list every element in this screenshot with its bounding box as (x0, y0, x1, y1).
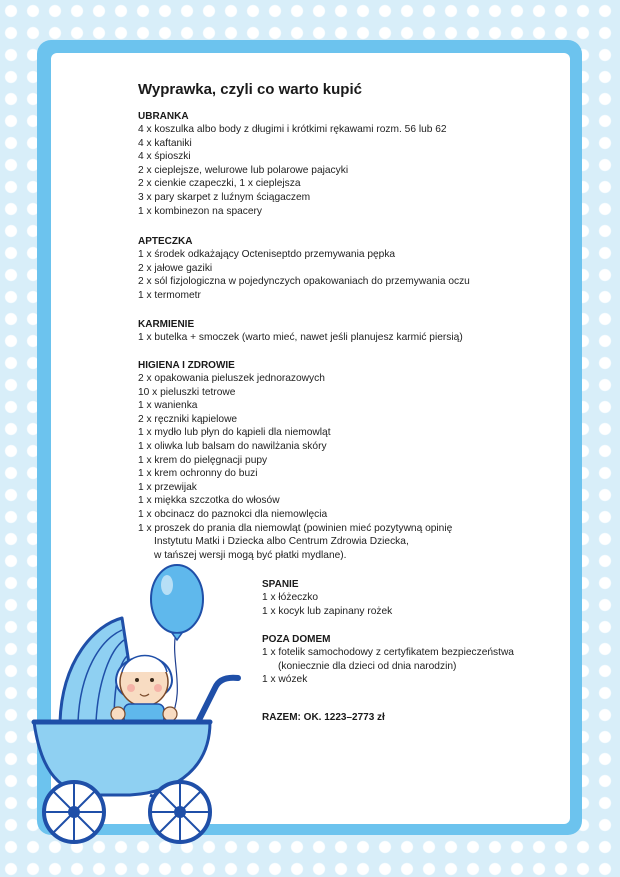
list-item: 1 x oliwka lub balsam do nawilżania skóry (138, 440, 327, 452)
list-item: (koniecznie dla dzieci od dnia narodzin) (278, 660, 457, 672)
list-item: Instytutu Matki i Dziecka albo Centrum Zdrowia Dziecka, (154, 536, 409, 548)
list-item: 4 x śpioszki (138, 151, 191, 163)
list-item: 4 x koszulka albo body z długimi i krótkimi rękawami rozm. 56 lub 62 (138, 124, 447, 135)
list-item: 2 x ręczniki kąpielowe (138, 413, 238, 425)
list-item: 2 x cieplejsze, welurowe lub polarowe pajacyki (138, 164, 349, 176)
list-item: 1 x proszek do prania dla niemowląt (powinien mieć pozytywną opinię (138, 522, 453, 534)
list-item: 1 x butelka + smoczek (warto mieć, nawet jeśli planujesz karmić piersią) (138, 332, 463, 343)
list-item: 3 x pary skarpet z luźnym ściągaczem (138, 191, 311, 203)
list-item: 1 x przewijak (138, 481, 197, 493)
list-item: 1 x termometr (138, 289, 201, 301)
section-heading: HIGIENA I ZDROWIE (138, 360, 235, 371)
list-item: 1 x kocyk lub zapinany rożek (262, 605, 393, 617)
section-heading: UBRANKA (138, 111, 189, 122)
list-item: 1 x krem do pielęgnacji pupy (138, 454, 268, 466)
list-item: 10 x pieluszki tetrowe (138, 386, 236, 398)
list-item: 2 x opakowania pieluszek jednorazowych (138, 373, 325, 384)
wheel-icon (150, 782, 210, 842)
list-item: 2 x sól fizjologiczna w pojedynczych opakowaniach do przemywania oczu (138, 276, 470, 288)
total-cost: RAZEM: OK. 1223–2773 zł (262, 712, 385, 723)
list-item: 1 x mydło lub płyn do kąpieli dla niemowląt (138, 427, 331, 439)
section-heading: APTECZKA (138, 236, 193, 247)
list-item: 1 x środek odkażający Octeniseptdo przemywania pępka (138, 249, 396, 260)
list-item: 2 x cienkie czapeczki, 1 x cieplejsza (138, 178, 301, 190)
list-item: 1 x wanienka (138, 400, 198, 412)
list-item: 1 x wózek (262, 674, 308, 686)
baby-icon (111, 656, 177, 725)
list-item: 1 x miękka szczotka do włosów (138, 495, 280, 507)
section-heading: SPANIE (262, 579, 299, 590)
document-title: Wyprawka, czyli co warto kupić (138, 81, 362, 98)
list-item: w tańszej wersji mogą być płatki mydlane). (154, 549, 347, 561)
section-heading: KARMIENIE (138, 319, 195, 330)
list-item: 4 x kaftaniki (138, 137, 192, 149)
list-item: 1 x krem ochronny do buzi (138, 468, 258, 480)
list-item: 1 x fotelik samochodowy z certyfikatem bezpieczeństwa (262, 647, 514, 658)
list-item: 1 x łóżeczko (262, 592, 319, 603)
section-heading: POZA DOMEM (262, 634, 331, 645)
wheel-icon (44, 782, 104, 842)
list-item: 1 x obcinacz do paznokci dla niemowlęcia (138, 508, 328, 520)
pram-icon (34, 618, 238, 842)
balloon-icon (151, 565, 203, 640)
list-item: 2 x jałowe gaziki (138, 262, 213, 274)
list-item: 1 x kombinezon na spacery (138, 205, 263, 217)
